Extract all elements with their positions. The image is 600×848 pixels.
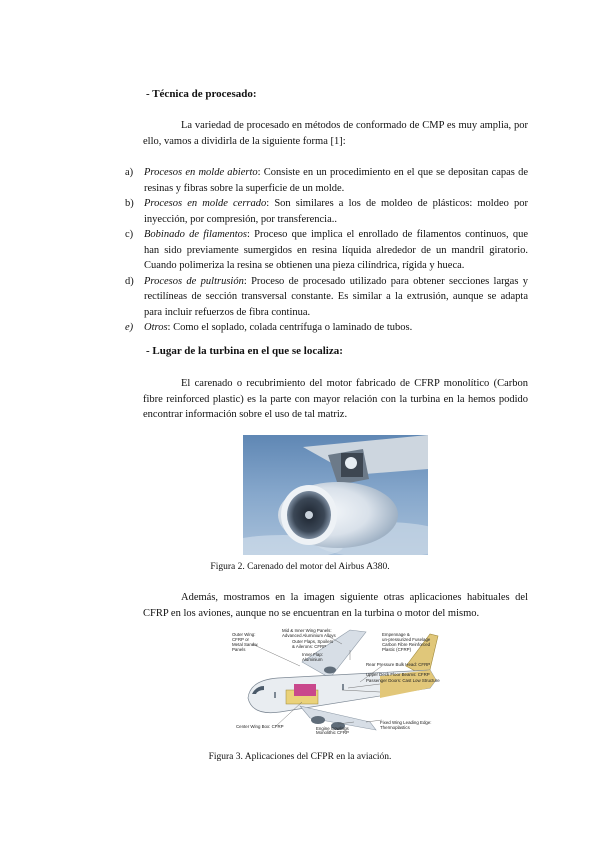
label-upper-deck: Upper Deck Floor Beams: CFRP xyxy=(366,672,430,677)
list-term: Procesos en molde abierto xyxy=(144,167,258,178)
list-marker: e) xyxy=(125,322,134,333)
list-text: : Consiste en un procedimiento en el que se depositan capas de resinas y fibras sobre la superficie de un molde. xyxy=(144,167,528,194)
processing-methods-list xyxy=(125,165,528,336)
label-rear-bulkhead: Rear Pressure Bulk Head: CFRP xyxy=(366,662,431,667)
list-text: : Son similares a los de moldeo de plásticos: moldeo por inyección, por compresión, por transferencia.. xyxy=(144,198,528,225)
label-outer-wing: Outer Wing: xyxy=(232,632,256,637)
list-marker: a) xyxy=(125,167,134,178)
label-outer-flaps-2: & Ailerons: CFRP xyxy=(292,644,327,649)
label-fixed-wing: Fixed Wing Leading Edge: xyxy=(380,720,432,725)
label-inner-flap: Inner Flap: xyxy=(302,652,323,657)
intro-paragraph: La variedad de procesado en métodos de conformado de CMP es muy amplia, por ello, vamos a dividirla de la siguiente forma [1]: xyxy=(143,120,528,147)
label-outer-flaps: Outer Flaps, Spoilers xyxy=(292,639,334,644)
figure-2-caption: Figura 2. Carenado del motor del Airbus A380. xyxy=(210,562,390,572)
label-fixed-wing-2: Thermoplastics xyxy=(380,725,410,730)
label-engine-cowlings-2: Monolithic CFRP xyxy=(316,730,349,734)
list-term: Procesos de pultrusión xyxy=(144,275,244,287)
label-empennage-2: un-pressurized Fuselage xyxy=(382,637,431,642)
list-item xyxy=(125,227,528,274)
list-item xyxy=(125,274,528,321)
label-outer-wing-2: CFRP or xyxy=(232,637,249,642)
aircraft-cfrp-diagram xyxy=(230,626,445,734)
engine-nacelle-photo xyxy=(243,435,428,555)
list-term: Bobinado de filamentos xyxy=(144,229,247,240)
label-empennage: Empennage & xyxy=(382,632,410,637)
section-heading-location: - Lugar de la turbina en el que se localiza: xyxy=(146,345,343,357)
list-text: : Proceso de procesado utilizado para obtener secciones largas y rectilíneas de sección transversal constante. Es similar a la extrusión, aunque se adapta para incluir refuerzos de fibra continua. xyxy=(144,275,528,318)
list-item xyxy=(125,165,528,196)
label-empennage-3: Carbon Fibre Reinforced xyxy=(382,642,431,647)
list-item xyxy=(125,320,528,336)
label-mid-inner-wing: Mid & Inner Wing Panels: xyxy=(282,628,332,633)
label-engine-cowlings: Engine Cowlings xyxy=(316,726,349,731)
label-passenger-doors: Passenger Doors: Cast Low Structure xyxy=(366,678,440,683)
list-text: : Como el soplado, colada centrífuga o laminado de tubos. xyxy=(167,322,413,333)
list-marker: b) xyxy=(125,198,134,209)
list-marker: c) xyxy=(125,229,134,240)
engine-paragraph: El carenado o recubrimiento del motor fabricado de CFRP monolítico (Carbon fibre reinforced plastic) es la parte con mayor relación con la turbina en la hemos podido encontrar información sobre el uso de tal matriz. xyxy=(143,378,528,420)
section-heading-processing: - Técnica de procesado: xyxy=(146,88,257,100)
label-empennage-4: Plastic (CFRP) xyxy=(382,647,412,652)
label-center-wing-box: Center Wing Box: CFRP xyxy=(236,724,284,729)
list-marker: d) xyxy=(125,275,134,287)
label-mid-inner-wing-2: Advanced Aluminium Alloys xyxy=(282,633,336,638)
label-outer-wing-3: Metal Sandw. xyxy=(232,642,259,647)
label-outer-wing-4: Panels xyxy=(232,647,246,652)
list-text: : Proceso que implica el enrollado de filamentos continuos, que han sido previamente sumergidos en resina líquida alrededor de un mandril giratorio. Cuando polimeriza la resina se obtienen una pieza cilíndrica, rígida y hueca. xyxy=(144,229,528,271)
list-term: Otros xyxy=(144,322,168,333)
applications-paragraph: Además, mostramos en la imagen siguiente otras aplicaciones habituales del CFRP en los aviones, aunque no se encuentran en la turbina o motor del mismo. xyxy=(143,592,528,619)
list-item xyxy=(125,196,528,227)
list-term: Procesos en molde cerrado xyxy=(144,198,267,209)
label-inner-flap-2: Aluminium xyxy=(302,657,323,662)
figure-3-caption: Figura 3. Aplicaciones del CFPR en la aviación. xyxy=(208,752,392,762)
